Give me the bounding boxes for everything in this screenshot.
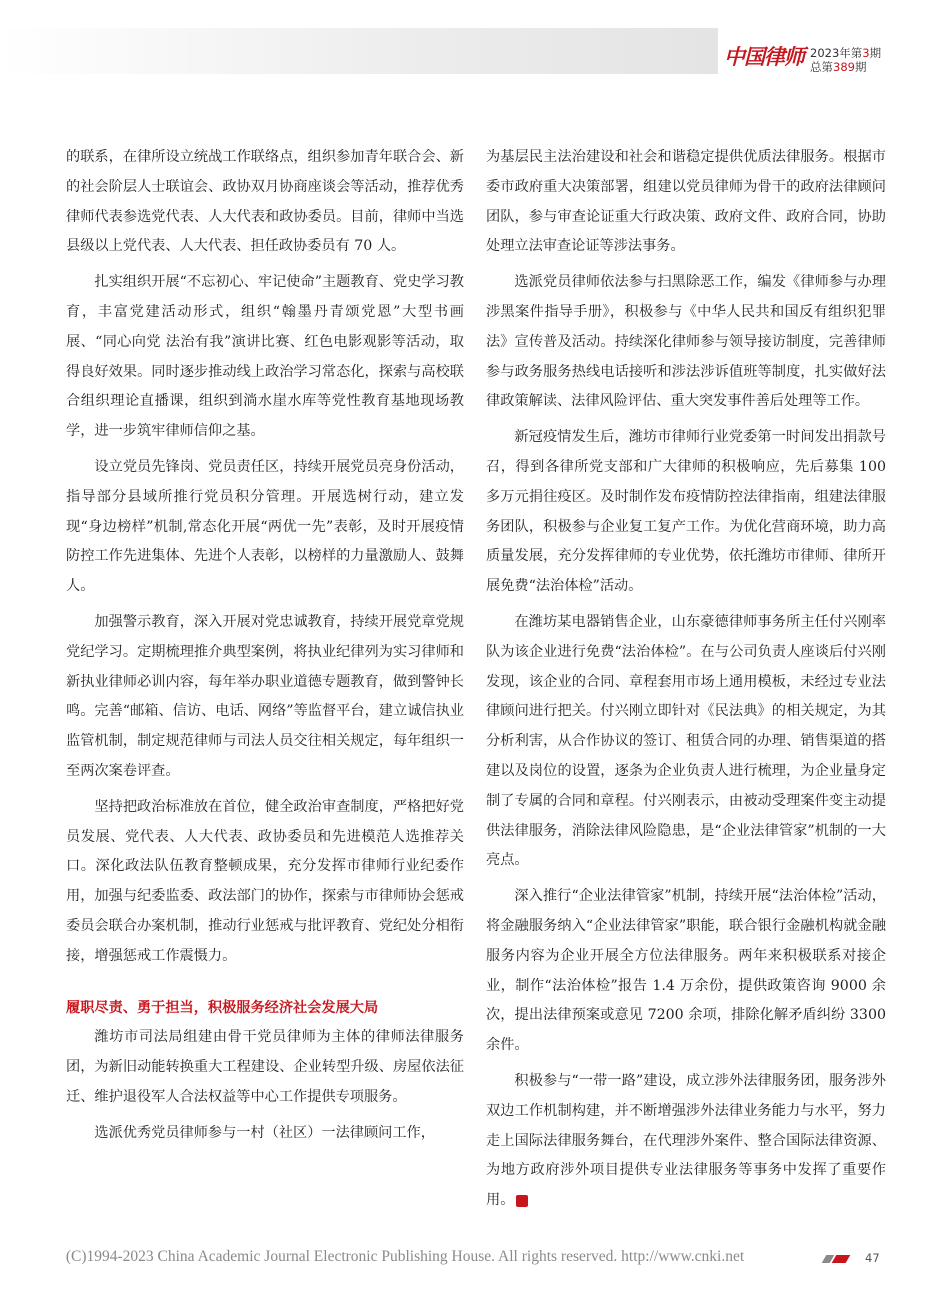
footer-stripe-icon bbox=[824, 1255, 848, 1263]
paragraph: 深入推行“企业法律管家”机制，持续开展“法治体检”活动，将金融服务纳入“企业法律管家”职能，联合银行金融机构就金融服务内容为企业开展全方位法律服务。两年来积极联系对接企业，制作“法治体检”报告 1.4 万余份，提供政策咨询 9000 余次，提出法律预案或意见 7200 余项，排除化解矛盾纠纷 3300 余件。 bbox=[486, 888, 886, 1054]
paragraph: 在潍坊某电器销售企业，山东豪德律师事务所主任付兴刚率队为该企业进行免费“法治体检”。在与公司负责人座谈后付兴刚发现，该企业的合同、章程套用市场上通用模板，未经过专业法律顾问进行把关。付兴刚立即针对《民法典》的相关规定，为其分析利害，从合作协议的签订、租赁合同的办理、销售渠道的搭建以及岗位的设置，逐条为企业负责人进行梳理，为企业量身定制了专属的合同和章程。付兴刚表示，由被动受理案件变主动提供法律服务，消除法律风险隐患，是“企业法律管家”机制的一大亮点。 bbox=[486, 613, 886, 869]
right-column bbox=[486, 143, 886, 1222]
paragraph: 加强警示教育，深入开展对党忠诚教育，持续开展党章党规党纪学习。定期梳理推介典型案例，将执业纪律列为实习律师和新执业律师必训内容，每年举办职业道德专题教育，做到警钟长鸣。完善“邮箱、信访、电话、网络”等监督平台，建立诚信执业监管机制，制定规范律师与司法人员交往相关规定，每年组织一至两次案卷评查。 bbox=[66, 613, 464, 779]
paragraph: 坚持把政治标准放在首位，健全政治审查制度，严格把好党员发展、党代表、人大代表、政协委员和先进模范人选推荐关口。深化政法队伍教育整顿成果，充分发挥市律师行业纪委作用，加强与纪委监委、政法部门的协作，探索与市律师协会惩戒委员会联合办案机制，推动行业惩戒与批评教育、党纪处分相衔接，增强惩戒工作震慑力。 bbox=[66, 798, 464, 964]
paragraph: 选派优秀党员律师参与一村（社区）一法律顾问工作， bbox=[94, 1124, 435, 1141]
paragraph: 选派党员律师依法参与扫黑除恶工作，编发《律师参与办理涉黑案件指导手册》，积极参与《中华人民共和国反有组织犯罪法》宣传普及活动。持续深化律师参与领导接访制度，完善律师参与政务服务热线电话接听和涉法涉诉值班等制度，扎实做好法律政策解读、法律风险评估、重大突发事件善后处理等工作。 bbox=[486, 274, 886, 410]
paragraph: 新冠疫情发生后，潍坊市律师行业党委第一时间发出捐款号召，得到各律所党支部和广大律师的积极响应，先后募集 100 多万元捐往疫区。及时制作发布疫情防控法律指南，组建法律服务团队，积极参与企业复工复产工作。为优化营商环境，助力高质量发展，充分发挥律师的专业优势，依托潍坊市律师、律所开展免费“法治体检”活动。 bbox=[486, 429, 886, 595]
left-column bbox=[66, 143, 464, 1155]
issue-info bbox=[810, 46, 930, 74]
issue-line: 2023年第3期 bbox=[810, 46, 882, 60]
paragraph bbox=[486, 1067, 886, 1216]
paragraph: 的联系，在律所设立统战工作联络点，组织参加青年联合会、新的社会阶层人士联谊会、政协双月协商座谈会等活动，推荐优秀律师代表参选党代表、人大代表和政协委员。目前，律师中当选县级以上党代表、人大代表、担任政协委员有 70 人。 bbox=[66, 149, 464, 255]
paragraph: 扎实组织开展“不忘初心、牢记使命”主题教育、党史学习教育，丰富党建活动形式，组织“翰墨丹青颂党恩”大型书画展、“同心向党 法治有我”演讲比赛、红色电影观影等活动，取得良好效果。同时逐步推动线上政治学习常态化，探索与高校联合组织理论直播课，组织到淌水崖水库等党性教育基地现场教学，进一步筑牢律师信仰之基。 bbox=[66, 274, 464, 440]
paragraph: 设立党员先锋岗、党员责任区，持续开展党员亮身份活动，指导部分县域所推行党员积分管理。开展选树行动，建立发现“身边榜样”机制,常态化开展“两优一先”表彰，及时开展疫情防控工作先进集体、先进个人表彰，以榜样的力量激励人、鼓舞人。 bbox=[66, 458, 464, 595]
page-footer bbox=[0, 1248, 950, 1274]
journal-logo-text: 中国律师 bbox=[724, 45, 804, 69]
header-band bbox=[0, 28, 718, 74]
section-heading: 履职尽责、勇于担当，积极服务经济社会发展大局 bbox=[66, 999, 379, 1016]
paragraph: 为基层民主法治建设和社会和谐稳定提供优质法律服务。根据市委市政府重大决策部署，组建以党员律师为骨干的政府法律顾问团队，参与审查论证重大行政决策、政府文件、政府合同，协助处理立法审查论证等涉法事务。 bbox=[486, 149, 886, 255]
paragraph-text: 积极参与“一带一路”建设，成立涉外法律服务团，服务涉外双边工作机制构建，并不断增强涉外法律业务能力与水平，努力走上国际法律服务舞台，在代理涉外案件、整合国际法律资源、为地方政府涉外项目提供专业法律服务等事务中发挥了重要作用。 bbox=[486, 1072, 886, 1209]
end-of-article-icon: C bbox=[516, 1195, 528, 1207]
total-issue-line: 总第389期 bbox=[810, 60, 867, 74]
paragraph: 潍坊市司法局组建由骨干党员律师为主体的律师法律服务团，为新旧动能转换重大工程建设、企业转型升级、房屋依法征迁、维护退役军人合法权益等中心工作提供专项服务。 bbox=[66, 1029, 464, 1105]
copyright-notice: (C)1994-2023 China Academic Journal Electronic Publishing House. All rights reserved. http://www.cnki.net bbox=[65, 1248, 745, 1265]
journal-logo bbox=[722, 36, 806, 76]
page-number: 47 bbox=[865, 1251, 880, 1265]
